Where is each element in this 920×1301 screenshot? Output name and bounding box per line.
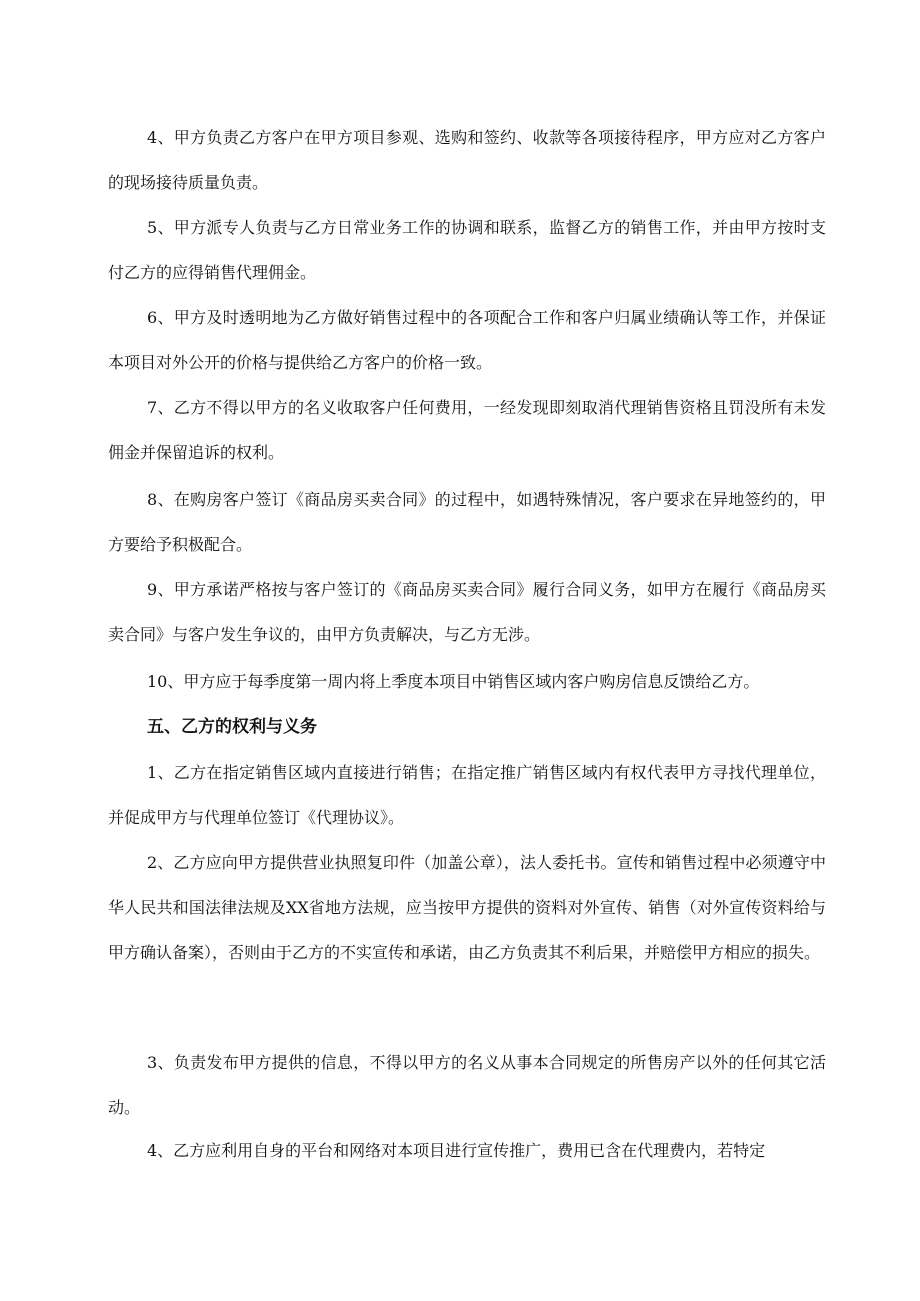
clause-1-party-b: 1、乙方在指定销售区域内直接进行销售；在指定推广销售区域内有权代表甲方寻找代理单位，并促成甲方与代理单位签订《代理协议》。	[108, 763, 826, 827]
clause-6-party-a: 6、甲方及时透明地为乙方做好销售过程中的各项配合工作和客户归属业绩确认等工作，并保证本项目对外公开的价格与提供给乙方客户的价格一致。	[108, 308, 826, 372]
clause-8-party-a: 8、在购房客户签订《商品房买卖合同》的过程中，如遇特殊情况，客户要求在异地签约的，甲方要给予积极配合。	[108, 490, 826, 554]
clause-2-party-b: 2、乙方应向甲方提供营业执照复印件（加盖公章），法人委托书。宣传和销售过程中必须遵守中华人民共和国法律法规及XX省地方法规，应当按甲方提供的资料对外宣传、销售（对外宣传资料给与甲方确认备案），否则由于乙方的不实宣传和承诺，由乙方负责其不利后果，并赔偿甲方相应的损失。	[108, 853, 826, 962]
clause-3-party-b: 3、负责发布甲方提供的信息，不得以甲方的名义从事本合同规定的所售房产以外的任何其它活动。	[108, 1053, 826, 1117]
clause-4-party-a: 4、甲方负责乙方客户在甲方项目参观、选购和签约、收款等各项接待程序，甲方应对乙方客户的现场接待质量负责。	[108, 128, 826, 192]
clause-5-party-a: 5、甲方派专人负责与乙方日常业务工作的协调和联系，监督乙方的销售工作，并由甲方按时支付乙方的应得销售代理佣金。	[108, 218, 826, 282]
clause-10-party-a: 10、甲方应于每季度第一周内将上季度本项目中销售区域内客户购房信息反馈给乙方。	[147, 672, 760, 691]
section-heading: 五、乙方的权利与义务	[147, 717, 317, 737]
clause-4-party-b: 4、乙方应利用自身的平台和网络对本项目进行宣传推广，费用已含在代理费内，若特定	[147, 1141, 766, 1160]
clause-7-party-a: 7、乙方不得以甲方的名义收取客户任何费用，一经发现即刻取消代理销售资格且罚没所有未发佣金并保留追诉的权利。	[108, 398, 826, 462]
clause-9-party-a: 9、甲方承诺严格按与客户签订的《商品房买卖合同》履行合同义务，如甲方在履行《商品房买卖合同》与客户发生争议的，由甲方负责解决，与乙方无涉。	[108, 580, 826, 644]
